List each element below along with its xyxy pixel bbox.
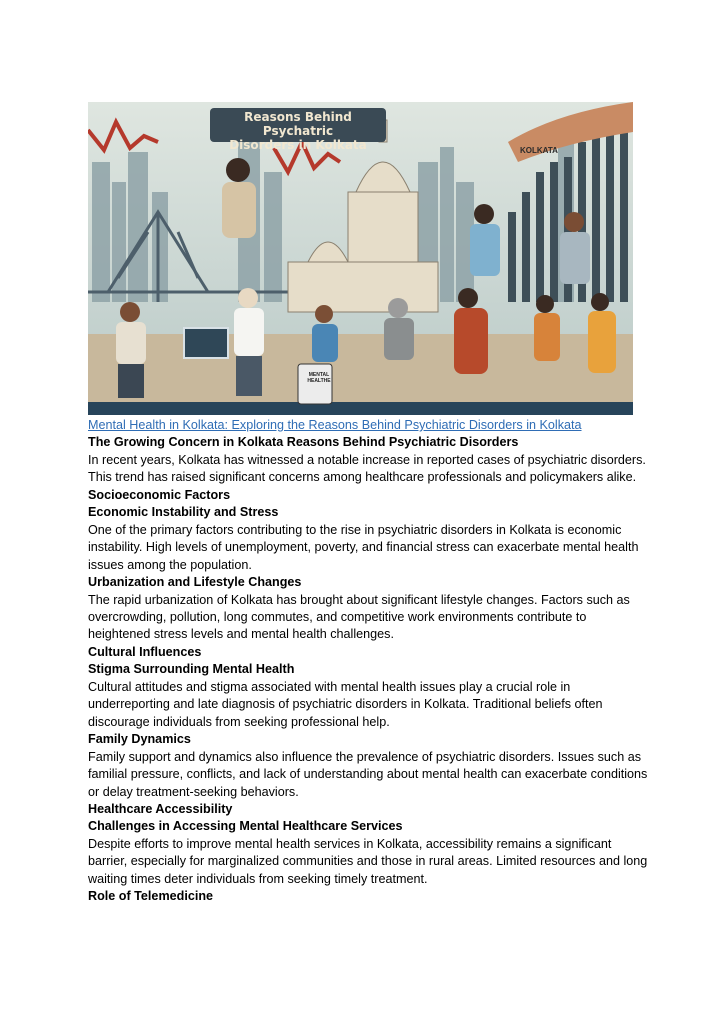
section-heading: Urbanization and Lifestyle Changes [88, 575, 302, 590]
section-heading: Challenges in Accessing Mental Healthcare Services [88, 819, 403, 834]
paragraph: In recent years, Kolkata has witnessed a notable increase in reported cases of psychiatric disorders. This trend has raised significant concerns among healthcare professionals and policymakers alike. [88, 452, 646, 485]
article-body [88, 417, 648, 906]
hero-illustration [88, 102, 633, 415]
paragraph: Despite efforts to improve mental health services in Kolkata, accessibility remains a significant barrier, especially for marginalized communities and those in rural areas. Limited resources and long waiting times deter individuals from seeking timely treatment. [88, 836, 648, 886]
illustration-city-label: KOLKATA [520, 146, 558, 155]
section-heading: Family Dynamics [88, 732, 191, 747]
article-title-link[interactable]: Mental Health in Kolkata: Exploring the Reasons Behind Psychiatric Disorders in Kolkata [88, 418, 582, 432]
paragraph: One of the primary factors contributing to the rise in psychiatric disorders in Kolkata is economic instability. High levels of unemployment, poverty, and financial stress can exacerbate mental health issues among the population. [88, 522, 639, 572]
section-heading: Role of Telemedicine [88, 889, 214, 904]
illustration-title [210, 108, 386, 152]
article-blocks [88, 434, 648, 905]
section-heading: The Growing Concern in Kolkata Reasons Behind Psychiatric Disorders [88, 435, 519, 450]
illustration-title-line2: Disorders in Kolkata [229, 138, 367, 152]
illustration-title-line1: Reasons Behind Psychatric [244, 110, 352, 138]
bottle-label-line2: HEALTHE [307, 378, 331, 384]
section-heading: Stigma Surrounding Mental Health [88, 662, 295, 677]
bottle-label-line1: MENTAL [308, 372, 330, 378]
paragraph: The rapid urbanization of Kolkata has brought about significant lifestyle changes. Factors such as overcrowding, pollution, long commutes, and competitive work environments contribute to heightened stress levels and mental health challenges. [88, 592, 630, 642]
illustration-bottle-label [300, 372, 338, 384]
section-heading: Socioeconomic Factors [88, 487, 231, 502]
section-heading: Cultural Influences [88, 644, 202, 659]
section-heading: Healthcare Accessibility [88, 801, 233, 816]
paragraph: Family support and dynamics also influence the prevalence of psychiatric disorders. Issues such as familial pressure, conflicts, and lack of understanding about mental health can exacerbate conditions or delay treatment-seeking behaviors. [88, 749, 648, 799]
section-heading: Economic Instability and Stress [88, 505, 279, 520]
paragraph: Cultural attitudes and stigma associated with mental health issues play a crucial role in underreporting and late diagnosis of psychiatric disorders in Kolkata. Traditional beliefs often discourage individuals from seeking professional help. [88, 679, 603, 729]
